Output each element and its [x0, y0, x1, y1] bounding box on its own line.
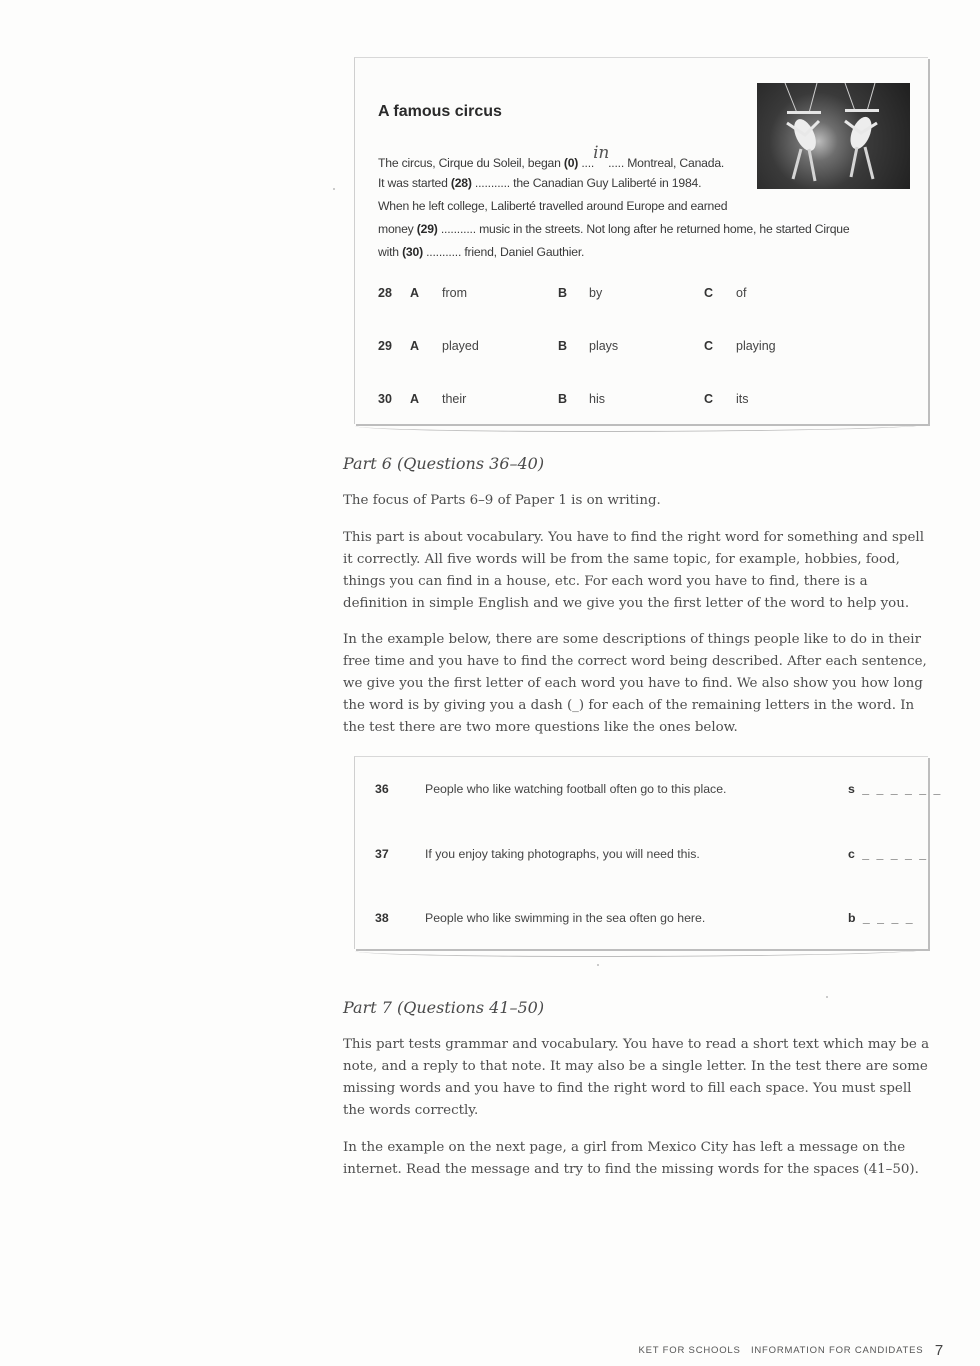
part6-paragraph-2: This part is about vocabulary. You have to find the right word for something and spell it correctly. All five words will be from the same topic, for example, hobbies, food, things you can find in a house, etc. For each word you have to find, there is a definition in simple English and we give you the first letter of the word to help you.	[343, 530, 924, 611]
part7-heading: Part 7 (Questions 41–50)	[343, 998, 545, 1017]
page-number: 7	[934, 1342, 944, 1359]
part6-paragraph-1: The focus of Parts 6–9 of Paper 1 is on writing.	[343, 493, 661, 508]
footer-section: INFORMATION FOR CANDIDATES	[750, 1345, 924, 1356]
scan-speck	[333, 188, 335, 190]
circus-text-line-4: with (30) ........... friend, Daniel Gauthier.	[378, 245, 585, 259]
part6-paragraph-3: In the example below, there are some descriptions of things people like to do in their free time and you have to find the correct word being described. After each sentence, we give you the first letter of each word you have to find. We also show you how long the word is by giving you a dash (_) for each of the remaining letters in the word. In the test there are two more questions like the ones below.	[343, 632, 927, 735]
vocab-row-36: 36 People who like watching football often go to this place. s _ _ _ _ _ _	[375, 782, 943, 796]
footer-series: KET FOR SCHOOLS	[638, 1345, 741, 1356]
circus-text-line-3: money (29) ........... music in the streets. Not long after he returned home, he started Cirque	[378, 222, 850, 236]
circus-text-line-0: The circus, Cirque du Soleil, began (0) ....in..... Montreal, Canada.	[378, 143, 725, 170]
handwritten-answer: in	[593, 143, 610, 163]
circus-text-line-1: It was started (28) ........... the Canadian Guy Laliberté in 1984.	[378, 176, 702, 190]
circus-title: A famous circus	[378, 103, 502, 120]
part7-paragraph-2: In the example on the next page, a girl from Mexico City has left a message on the internet. Read the message and try to find the missing words for the spaces (41–50).	[343, 1140, 919, 1177]
scan-speck	[826, 996, 828, 998]
circus-text-line-2: When he left college, Laliberté travelled around Europe and earned	[378, 199, 728, 213]
question-row-30: 30 A their B his C its	[378, 392, 749, 406]
circus-photo	[757, 83, 910, 189]
page-footer	[639, 1340, 944, 1357]
part6-heading: Part 6 (Questions 36–40)	[343, 454, 545, 473]
vocab-row-38: 38 People who like swimming in the sea often go here. b _ _ _ _	[375, 911, 915, 925]
question-row-28: 28 A from B by C of	[378, 286, 747, 300]
question-row-29: 29 A played B plays C playing	[378, 339, 776, 353]
part7-paragraph-1: This part tests grammar and vocabulary. You have to read a short text which may be a note, and a reply to that note. It may also be a single letter. In the test there are some missing words and you have to find the right word to fill each space. You must spell the words correctly.	[343, 1037, 930, 1118]
vocab-row-37: 37 If you enjoy taking photographs, you will need this. c _ _ _ _ _	[375, 847, 929, 861]
vocabulary-example-box	[354, 756, 943, 949]
circus-example-box	[354, 57, 928, 424]
scan-speck	[597, 964, 599, 966]
